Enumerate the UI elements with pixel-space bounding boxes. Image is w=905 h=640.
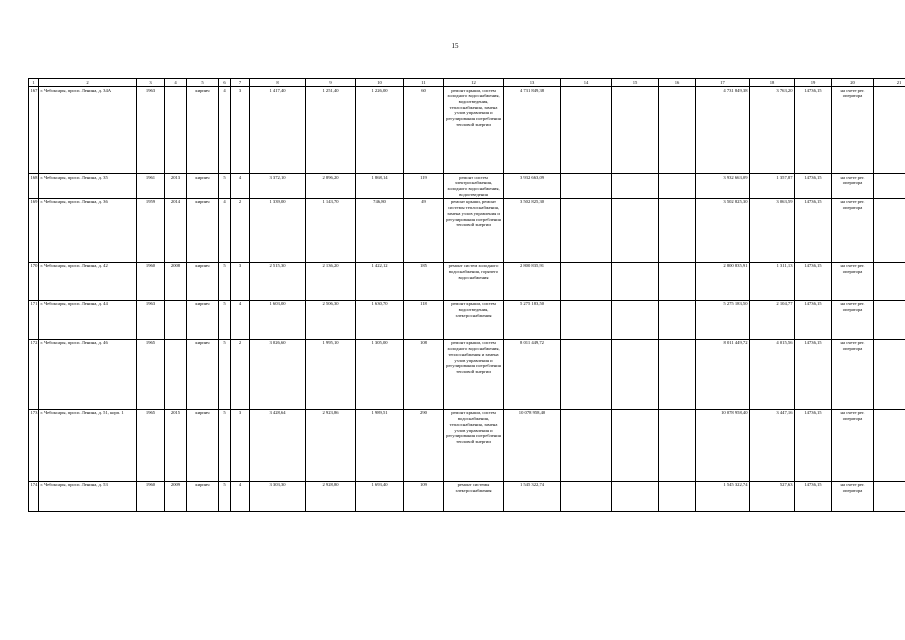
total-area-cell: 1 339,00 [250,198,306,262]
empty-cell [659,262,696,300]
empty-cell [874,339,905,409]
wall-material-cell: кирпич [187,339,219,409]
empty-cell [659,174,696,199]
residential-area-cell: 1 630,70 [356,300,404,339]
column-number: 6 [219,79,231,87]
regional-operator-cost-cell: 4 731 849,38 [696,87,750,174]
floors-cell: 4 [219,198,231,262]
empty-cell [659,300,696,339]
residents-cell: 108 [404,339,444,409]
total-cost-cell: 8 011 449,72 [504,339,561,409]
residents-cell: 185 [404,262,444,300]
residential-area-cell: 1 226,00 [356,87,404,174]
fund-method-cell: на счете рег. оператора [832,481,874,511]
empty-cell [659,409,696,481]
wall-material-cell: кирпич [187,87,219,174]
regional-operator-cost-cell: 3 932 663,09 [696,174,750,199]
entrances-cell: 4 [231,481,250,511]
regional-operator-cost-cell: 8 011 449,72 [696,339,750,409]
floors-cell: 5 [219,262,231,300]
entrances-cell: 4 [231,300,250,339]
column-number: 8 [250,79,306,87]
column-number: 20 [832,79,874,87]
year-overhaul-cell: 2014 [165,198,187,262]
row-number: 169 [29,198,39,262]
empty-cell [612,174,659,199]
column-number: 12 [444,79,504,87]
row-number: 167 [29,87,39,174]
total-area-cell: 3 303,30 [250,481,306,511]
table-row [29,87,905,174]
regional-operator-cost-cell: 1 545 322,74 [696,481,750,511]
year-built-cell: 1961 [137,174,165,199]
residential-area-cell: 1 305,00 [356,339,404,409]
year-overhaul-cell: 2013 [165,174,187,199]
wall-material-cell: кирпич [187,198,219,262]
residential-area-cell: 1 868,14 [356,174,404,199]
wall-material-cell: кирпич [187,262,219,300]
column-number: 19 [795,79,832,87]
regional-operator-cost-cell: 5 275 183,50 [696,300,750,339]
fund-method-cell: на счете рег. оператора [832,409,874,481]
column-number: 13 [504,79,561,87]
year-built-cell: 1963 [137,87,165,174]
empty-cell [561,174,612,199]
max-unit-cost-cell: 14736,15 [795,198,832,262]
work-type-cell: ремонт систем холодного водоснабжения, горячего водоснабжения [444,262,504,300]
unit-cost-cell: 3 763,20 [750,87,795,174]
empty-cell [612,409,659,481]
total-cost-cell: 4 731 849,38 [504,87,561,174]
row-number: 173 [29,409,39,481]
column-number: 15 [612,79,659,87]
floors-cell: 5 [219,339,231,409]
empty-cell [612,198,659,262]
unit-cost-cell: 3 063,59 [750,198,795,262]
column-number-row [29,79,905,87]
column-number: 3 [137,79,165,87]
fund-method-cell: на счете рег. оператора [832,87,874,174]
row-number: 168 [29,174,39,199]
regional-operator-cost-cell: 2 800 835,91 [696,262,750,300]
entrances-cell: 2 [231,339,250,409]
empty-cell [659,481,696,511]
table-row [29,198,905,262]
address-cell: г. Чебоксары, просп. Ленина, д. 46 [39,339,137,409]
year-overhaul-cell: 2008 [165,262,187,300]
row-number: 172 [29,339,39,409]
max-unit-cost-cell: 14736,15 [795,481,832,511]
year-overhaul-cell [165,339,187,409]
residents-cell: 290 [404,409,444,481]
total-area-cell: 1 603,00 [250,300,306,339]
year-built-cell: 1965 [137,409,165,481]
empty-cell [612,339,659,409]
column-number: 16 [659,79,696,87]
floors-cell: 4 [219,87,231,174]
residential-area-cell: 746,80 [356,198,404,262]
fund-method-cell: на счете рег. оператора [832,300,874,339]
empty-cell [612,481,659,511]
column-number: 18 [750,79,795,87]
address-cell: г. Чебоксары, просп. Ленина, д. 53 [39,481,137,511]
max-unit-cost-cell: 14736,15 [795,409,832,481]
unit-cost-cell: 3 447,16 [750,409,795,481]
total-cost-cell: 5 275 183,50 [504,300,561,339]
living-area-cell: 1 143,70 [306,198,356,262]
work-type-cell: ремонт крыши, систем холодного водоснабжения, теплоснабжения и замена узлов управления и регулирования потребления тепловой энергии [444,339,504,409]
address-cell: г. Чебоксары, просп. Ленина, д. 35 [39,174,137,199]
year-overhaul-cell: 2015 [165,409,187,481]
fund-method-cell: на счете рег. оператора [832,174,874,199]
regional-operator-cost-cell: 10 078 958,40 [696,409,750,481]
empty-cell [874,87,905,174]
year-built-cell: 1963 [137,300,165,339]
column-number: 10 [356,79,404,87]
floors-cell: 5 [219,481,231,511]
column-number: 21 [874,79,905,87]
work-type-cell: ремонт крыши, систем водоснабжения, теплоснабжения, замена узлов управления и регулирования потребления тепловой энергии [444,409,504,481]
column-number: 14 [561,79,612,87]
work-type-cell: ремонт крыши, систем холодного водоснабжения, водоотведения, теплоснабжения, замена узлов управления и регулирования потребления тепловой энергии [444,87,504,174]
empty-cell [874,409,905,481]
residents-cell: 60 [404,87,444,174]
empty-cell [874,481,905,511]
floors-cell: 5 [219,409,231,481]
wall-material-cell: кирпич [187,300,219,339]
column-number: 2 [39,79,137,87]
row-number: 171 [29,300,39,339]
empty-cell [561,198,612,262]
residents-cell: 109 [404,481,444,511]
empty-cell [612,300,659,339]
empty-cell [561,409,612,481]
table-row [29,262,905,300]
max-unit-cost-cell: 14736,15 [795,174,832,199]
column-number: 11 [404,79,444,87]
living-area-cell: 2 928,80 [306,481,356,511]
address-cell: г. Чебоксары, просп. Ленина, д. 51, корп. 1 [39,409,137,481]
residential-area-cell: 1 693,40 [356,481,404,511]
wall-material-cell: кирпич [187,481,219,511]
wall-material-cell: кирпич [187,409,219,481]
empty-cell [874,262,905,300]
table-row [29,481,905,511]
table-row [29,174,905,199]
total-cost-cell: 10 078 958,40 [504,409,561,481]
column-number: 9 [306,79,356,87]
address-cell: г. Чебоксары, просп. Ленина, д. 44 [39,300,137,339]
unit-cost-cell: 527,63 [750,481,795,511]
empty-cell [561,481,612,511]
entrances-cell: 3 [231,262,250,300]
residential-area-cell: 1 989,51 [356,409,404,481]
year-overhaul-cell [165,87,187,174]
address-cell: г. Чебоксары, просп. Ленина, д. 42 [39,262,137,300]
column-number: 5 [187,79,219,87]
year-built-cell: 1959 [137,198,165,262]
living-area-cell: 2 136,20 [306,262,356,300]
empty-cell [659,198,696,262]
total-cost-cell: 1 545 322,74 [504,481,561,511]
column-number: 1 [29,79,39,87]
empty-cell [874,198,905,262]
max-unit-cost-cell: 14736,15 [795,262,832,300]
empty-cell [659,87,696,174]
work-type-cell: ремонт системы электроснабжения [444,481,504,511]
table-row [29,300,905,339]
fund-method-cell: на счете рег. оператора [832,262,874,300]
residents-cell: 118 [404,300,444,339]
living-area-cell: 1 995,10 [306,339,356,409]
entrances-cell: 3 [231,409,250,481]
address-cell: г. Чебоксары, просп. Ленина, д. 36 [39,198,137,262]
wall-material-cell: кирпич [187,174,219,199]
table-row [29,409,905,481]
empty-cell [874,300,905,339]
year-overhaul-cell: 2009 [165,481,187,511]
unit-cost-cell: 2 104,77 [750,300,795,339]
work-type-cell: ремонт систем электроснабжения, холодного водоснабжения, водоотведения [444,174,504,199]
unit-cost-cell: 1 311,13 [750,262,795,300]
floors-cell: 5 [219,174,231,199]
total-cost-cell: 3 502 825,30 [504,198,561,262]
year-overhaul-cell [165,300,187,339]
work-type-cell: ремонт крыши, ремонт системы теплоснабжения, замена узлов управления и регулирования потребления тепловой энергии [444,198,504,262]
overhaul-register-table [28,78,905,512]
floors-cell: 5 [219,300,231,339]
address-cell: г. Чебоксары, просп. Ленина, д. 34А [39,87,137,174]
living-area-cell: 2 896,20 [306,174,356,199]
living-area-cell: 2 506,30 [306,300,356,339]
entrances-cell: 3 [231,87,250,174]
total-area-cell: 2 515,30 [250,262,306,300]
column-number: 7 [231,79,250,87]
max-unit-cost-cell: 14736,15 [795,300,832,339]
total-cost-cell: 3 932 663,09 [504,174,561,199]
total-area-cell: 3 026,60 [250,339,306,409]
total-area-cell: 3 372,10 [250,174,306,199]
fund-method-cell: на счете рег. оператора [832,339,874,409]
residential-area-cell: 1 422,12 [356,262,404,300]
column-number: 4 [165,79,187,87]
total-area-cell: 1 417,40 [250,87,306,174]
year-built-cell: 1960 [137,481,165,511]
empty-cell [874,174,905,199]
table-row [29,339,905,409]
empty-cell [659,339,696,409]
residents-cell: 49 [404,198,444,262]
empty-cell [561,262,612,300]
empty-cell [561,87,612,174]
total-area-cell: 3 428,64 [250,409,306,481]
empty-cell [612,262,659,300]
empty-cell [561,339,612,409]
living-area-cell: 1 251,40 [306,87,356,174]
total-cost-cell: 2 800 835,91 [504,262,561,300]
unit-cost-cell: 1 357,87 [750,174,795,199]
max-unit-cost-cell: 14736,15 [795,87,832,174]
empty-cell [612,87,659,174]
entrances-cell: 2 [231,198,250,262]
row-number: 170 [29,262,39,300]
entrances-cell: 4 [231,174,250,199]
work-type-cell: ремонт крыши, систем водоотведения, электроснабжения [444,300,504,339]
page-number: 15 [451,42,459,50]
empty-cell [561,300,612,339]
living-area-cell: 2 923,86 [306,409,356,481]
max-unit-cost-cell: 14736,15 [795,339,832,409]
row-number: 174 [29,481,39,511]
year-built-cell: 1960 [137,262,165,300]
residents-cell: 119 [404,174,444,199]
column-number: 17 [696,79,750,87]
year-built-cell: 1965 [137,339,165,409]
unit-cost-cell: 4 015,56 [750,339,795,409]
fund-method-cell: на счете рег. оператора [832,198,874,262]
regional-operator-cost-cell: 3 502 825,30 [696,198,750,262]
